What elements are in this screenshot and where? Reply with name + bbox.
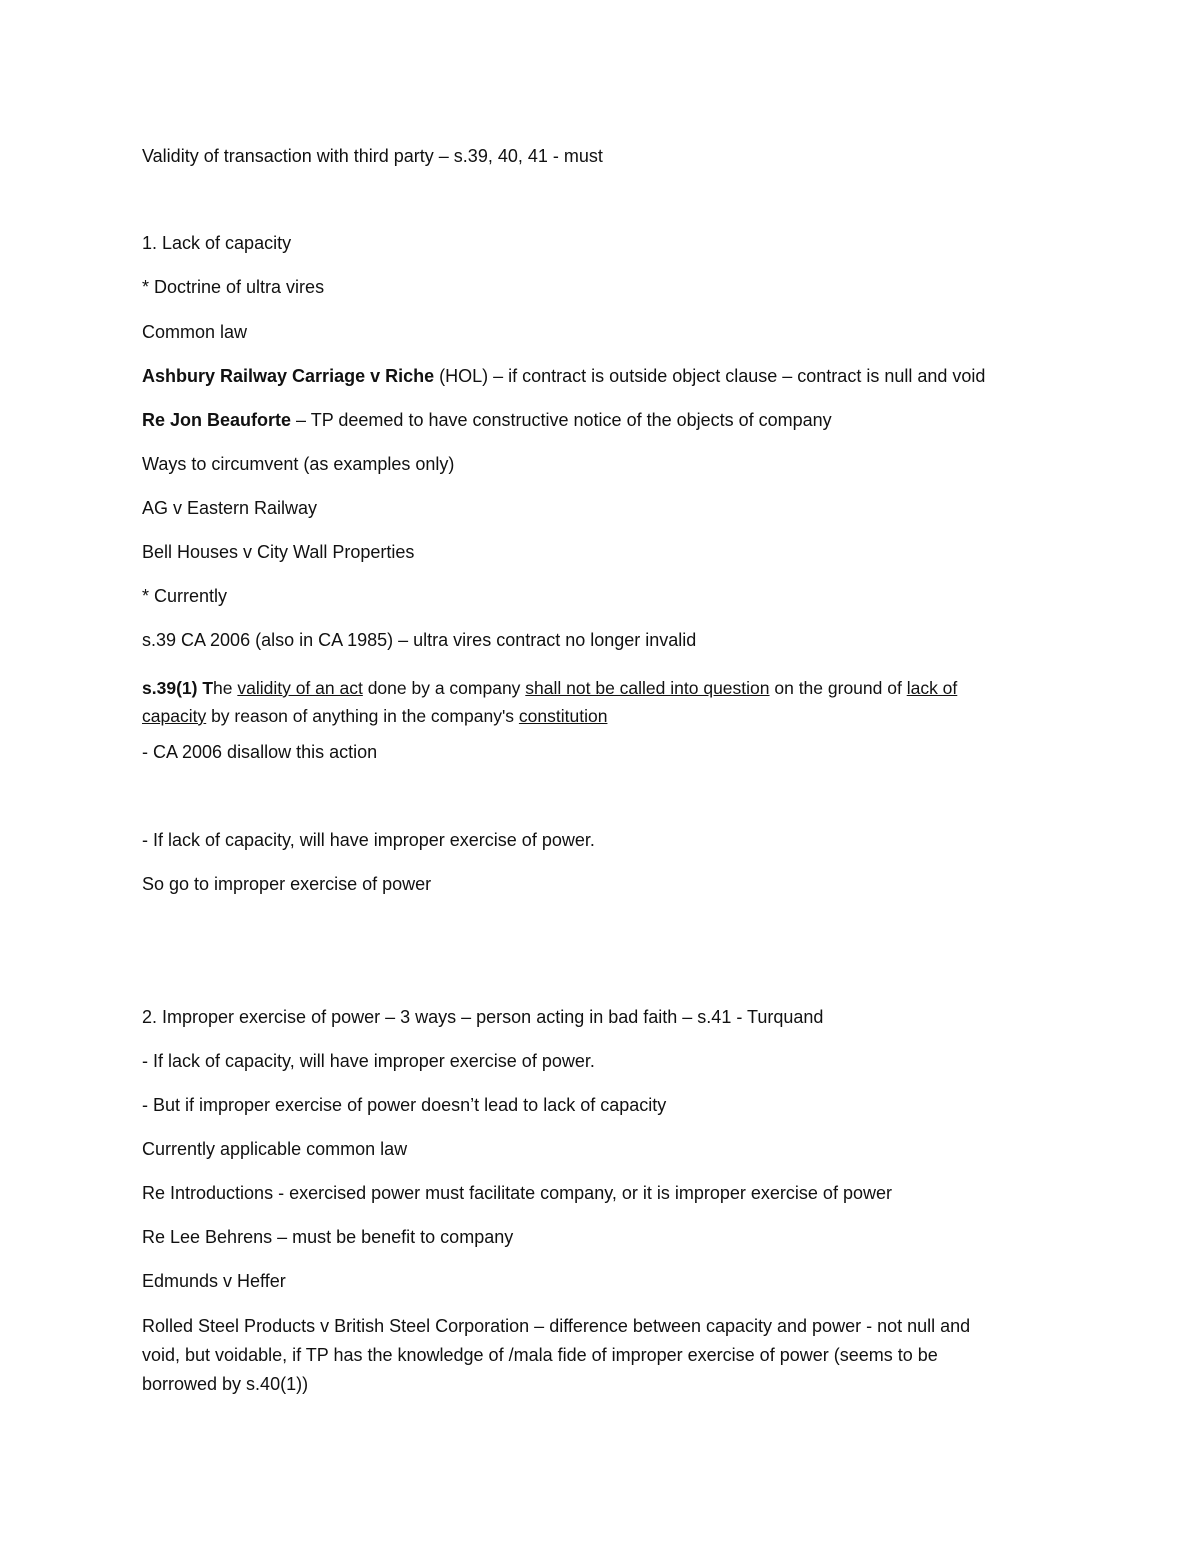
section1-heading: 1. Lack of capacity <box>142 233 292 253</box>
beauforte-rest: – TP deemed to have constructive notice of the objects of company <box>291 410 832 430</box>
but-if-line: - But if improper exercise of power doesn’t lead to lack of capacity <box>142 1095 667 1115</box>
s39-quote-text: done by a company <box>362 678 526 698</box>
rolled-steel-line-2: void, but voidable, if TP has the knowledge of /mala fide of improper exercise of power (seems to be <box>142 1345 938 1365</box>
s39-quote-underline: lack of <box>906 678 958 698</box>
introductions-line: Re Introductions - exercised power must facilitate company, or it is improper exercise of power <box>142 1183 892 1203</box>
bell-houses-line: Bell Houses v City Wall Properties <box>142 542 415 562</box>
document-title-line: Validity of transaction with third party – s.39, 40, 41 - must <box>142 146 603 166</box>
bullet-currently: * Currently <box>142 586 228 606</box>
s39-quote-underline: capacity <box>142 706 207 726</box>
section2-heading: 2. Improper exercise of power – 3 ways – person acting in bad faith – s.41 - Turquand <box>142 1007 824 1027</box>
ag-eastern-line: AG v Eastern Railway <box>142 498 318 518</box>
rolled-steel-line-3: borrowed by s.40(1)) <box>142 1374 309 1394</box>
s39-quote-underline: shall not be called into question <box>525 678 770 698</box>
s39-quote-text: he <box>213 678 238 698</box>
if-lack-line: - If lack of capacity, will have improper exercise of power. <box>142 830 595 850</box>
s39-quote-underline: validity of an act <box>237 678 363 698</box>
s39-quote-ref: s.39 <box>142 678 177 698</box>
common-law-label: Common law <box>142 322 248 342</box>
s39-quote-line-1 <box>142 677 957 699</box>
beauforte-case-name: Re Jon Beauforte <box>142 410 292 430</box>
s39-quote-text: on the ground of <box>769 678 907 698</box>
s39-quote-line-2 <box>142 705 607 727</box>
disallow-line: - CA 2006 disallow this action <box>142 742 378 762</box>
ashbury-line <box>142 365 985 387</box>
ashbury-rest: (HOL) – if contract is outside object clause – contract is null and void <box>434 366 986 386</box>
beauforte-line <box>142 409 832 431</box>
rolled-steel-line-1: Rolled Steel Products v British Steel Corporation – difference between capacity and power - not null and <box>142 1316 971 1336</box>
s39-quote-num: (1) T <box>176 678 214 698</box>
s39-quote-underline: constitution <box>518 706 608 726</box>
so-go-line: So go to improper exercise of power <box>142 874 432 894</box>
ashbury-case-name: Ashbury Railway Carriage v Riche <box>142 366 435 386</box>
ways-line: Ways to circumvent (as examples only) <box>142 454 455 474</box>
section2-if-lack-line: - If lack of capacity, will have improper exercise of power. <box>142 1051 595 1071</box>
currently-applicable-line: Currently applicable common law <box>142 1139 408 1159</box>
bullet-doctrine: * Doctrine of ultra vires <box>142 277 325 297</box>
lee-behrens-line: Re Lee Behrens – must be benefit to company <box>142 1227 514 1247</box>
s39-quote-text: by reason of anything in the company's <box>206 706 519 726</box>
edmunds-line: Edmunds v Heffer <box>142 1271 286 1291</box>
s39-note-line: s.39 CA 2006 (also in CA 1985) – ultra vires contract no longer invalid <box>142 630 697 650</box>
